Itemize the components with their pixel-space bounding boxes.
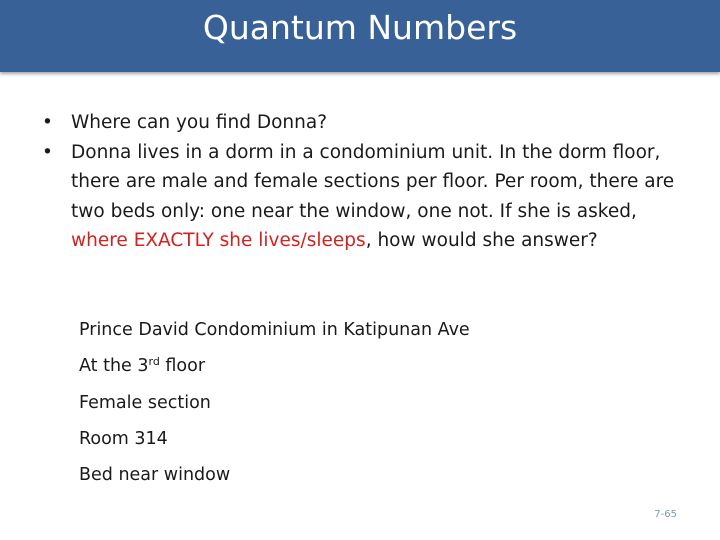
- slide-title: Quantum Numbers: [202, 8, 518, 47]
- answer-text-part: floor: [159, 356, 206, 377]
- bullet-item: [42, 108, 682, 138]
- answer-item: Prince David Condominium in Katipunan Ave: [79, 320, 470, 340]
- answer-list: [79, 312, 470, 493]
- ordinal-superscript: rd: [148, 355, 160, 369]
- bullet-list: [42, 108, 682, 256]
- answer-item: Bed near window: [79, 465, 231, 486]
- bullet-text-part: , how would she answer?: [365, 230, 598, 251]
- answer-item: Room 314: [79, 428, 168, 449]
- title-bar: [0, 0, 720, 72]
- answer-item: Female section: [79, 392, 211, 413]
- bullet-text-part: Donna lives in a dorm in a condominium unit. In the dorm floor, there are male and female sections per floor. Per room, there are two beds only: one near the window, one not. If she is asked,: [71, 141, 675, 222]
- bullet-dot: •: [42, 112, 53, 133]
- bullet-dot: •: [42, 141, 53, 163]
- bullet-item: [42, 138, 682, 256]
- bullet-text: Where can you find Donna?: [71, 112, 328, 133]
- answer-item: [79, 348, 470, 384]
- answer-text-part: At the 3: [79, 356, 149, 377]
- slide-number: 7-65: [654, 509, 677, 520]
- highlighted-phrase: where EXACTLY she lives/sleeps: [71, 230, 366, 251]
